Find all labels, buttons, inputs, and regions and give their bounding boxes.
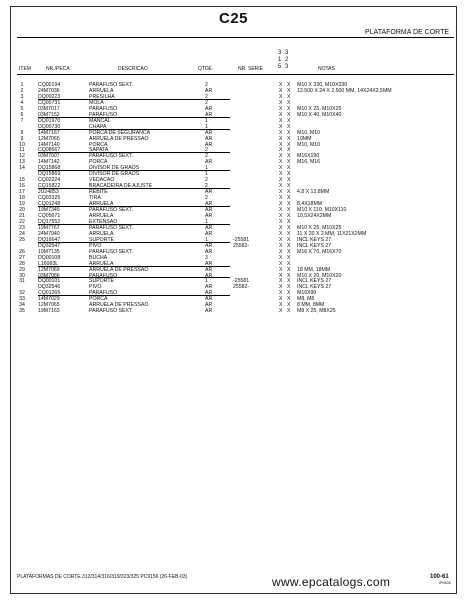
part-number: DQ32546 (38, 284, 61, 291)
part-number: CQ00731 (38, 99, 61, 106)
part-notes: INCL KEYS 27 (297, 236, 332, 243)
part-quantity: 1 (205, 117, 208, 124)
part-description: PARAFUSO SEXT. (89, 248, 134, 255)
watermark: www.epcatalogs.com (272, 575, 391, 589)
part-quantity: AR (205, 248, 213, 255)
serial-digit: 3 (278, 50, 282, 56)
part-number: CQ08667 (38, 147, 61, 154)
table-row (0, 308, 467, 314)
applicability-mark: X (287, 123, 291, 130)
part-item-number: 19 (19, 201, 25, 208)
part-item-number: 4 (20, 99, 24, 106)
part-description: ARRUELA (89, 212, 114, 219)
serial-digit: 3 (285, 50, 289, 56)
applicability-mark: X (287, 171, 291, 178)
applicability-mark: X (287, 212, 291, 219)
applicability-mark: X (279, 248, 283, 255)
part-description: PRESILHA (89, 93, 115, 100)
part-number: 19M7135 (38, 248, 60, 255)
applicability-mark: X (287, 308, 291, 315)
part-number: 19M7163 (38, 308, 60, 315)
applicability-mark: X (279, 123, 283, 130)
part-number: CQ00194 (38, 82, 61, 88)
part-quantity: AR (205, 141, 213, 148)
serial-digit: 2 (285, 57, 289, 63)
part-item-number: 6 (20, 111, 24, 118)
page-title: C25 (218, 10, 249, 27)
applicability-mark: X (279, 308, 283, 315)
applicability-mark: X (279, 290, 283, 297)
applicability-mark: X (287, 296, 291, 303)
part-item-number: 3 (20, 93, 24, 100)
part-number: 03M7007 (38, 153, 60, 160)
part-item-number: 28 (19, 260, 25, 267)
part-quantity: AR (205, 201, 213, 208)
part-description: PORCA (89, 159, 108, 166)
part-quantity: AR (205, 207, 213, 214)
column-header-item: ITEM (19, 66, 31, 72)
applicability-mark: X (287, 218, 291, 225)
part-item-number: 17 (19, 189, 25, 196)
part-number: 12M7065 (38, 302, 60, 309)
footer-catalog-info: PLATAFORMAS DE CORTE 312/314/316/319/323/325 PC9156 (26-FEB-03) (17, 574, 188, 580)
applicability-mark: X (287, 117, 291, 124)
header-divider (17, 37, 454, 38)
applicability-mark: X (287, 141, 291, 148)
part-description: PARAFUSO (89, 105, 118, 112)
part-item-number: 13 (19, 159, 25, 166)
applicability-mark: X (279, 207, 283, 214)
part-description: ARRUELA (89, 201, 114, 208)
applicability-mark: X (279, 212, 283, 219)
part-description: REBITE (89, 189, 108, 196)
applicability-mark: X (279, 129, 283, 136)
part-description: ARRUELA DE PRESSAO (89, 302, 149, 309)
part-quantity: 2 (205, 93, 208, 100)
part-item-number: 7 (20, 117, 24, 124)
part-quantity: 1 (205, 123, 208, 130)
part-notes: 4,8 X 12,8MM (297, 189, 330, 196)
part-notes: 10,5X24X2MM (297, 212, 332, 219)
part-quantity: AR (205, 290, 213, 297)
part-item-number: 26 (19, 248, 25, 255)
applicability-mark: X (287, 266, 291, 273)
applicability-mark: X (279, 230, 283, 237)
applicability-mark: X (279, 111, 283, 118)
part-item-number: 21 (19, 212, 25, 219)
part-notes: M16X190 (297, 153, 320, 160)
applicability-mark: X (279, 99, 283, 106)
part-item-number: 25 (19, 236, 25, 243)
applicability-mark: X (287, 284, 291, 291)
column-header-serial: NR. SERIE (238, 66, 264, 72)
part-quantity: AR (205, 159, 213, 166)
part-item-number: 20 (19, 207, 25, 214)
part-quantity: 3 (205, 254, 208, 261)
part-number: 12M7065 (38, 135, 60, 142)
column-header-description: DESCRICAO (118, 66, 148, 72)
part-number: CQ01265 (38, 290, 61, 297)
part-description: PARAFUSO SEXT. (89, 224, 134, 231)
part-number: 03M7017 (38, 105, 60, 112)
part-number: 19M7767 (38, 224, 60, 231)
applicability-mark: X (287, 105, 291, 112)
part-notes: M10 X 25, M10X25 (297, 224, 342, 231)
part-description: ARRUELA (89, 230, 114, 237)
part-number: DQ00223 (38, 93, 61, 100)
applicability-mark: X (287, 278, 291, 285)
part-serial-range: 25582- (233, 242, 250, 249)
applicability-mark: X (279, 135, 283, 142)
part-quantity: AR (205, 296, 213, 303)
applicability-mark: X (287, 242, 291, 249)
part-quantity: AR (205, 230, 213, 237)
page-border-bottom (10, 593, 457, 594)
part-quantity: AR (205, 260, 213, 267)
applicability-mark: X (279, 189, 283, 196)
column-header-quantity: QTDE. (198, 66, 214, 72)
part-number: 03M7086 (38, 272, 60, 279)
part-notes: M16 X 70, M16X70 (297, 248, 342, 255)
applicability-mark: X (279, 153, 283, 160)
part-number: 14M7140 (38, 141, 60, 148)
part-item-number: 2 (20, 87, 24, 94)
part-description: SUPORTE (89, 278, 114, 285)
applicability-mark: X (287, 87, 291, 94)
applicability-mark: X (287, 207, 291, 214)
part-quantity: AR (205, 308, 213, 315)
part-item-number: 16 (19, 183, 25, 190)
part-description: DIVISOR DE GRAOS (89, 171, 140, 178)
part-item-number: 31 (19, 278, 25, 285)
part-quantity: 2 (205, 99, 208, 106)
part-notes: 11 X 20 X 2 MM, 11X21X2MM (297, 230, 367, 237)
column-header-notes: NOTAS (318, 66, 335, 72)
applicability-mark: X (279, 183, 283, 190)
applicability-mark: X (279, 278, 283, 285)
part-quantity: 1 (205, 218, 208, 225)
part-description: PARAFUSO SEXT. (89, 308, 134, 315)
part-number: 19M7345 (38, 207, 60, 214)
applicability-mark: X (287, 195, 291, 202)
part-description: MANCAL (89, 117, 111, 124)
part-item-number: 32 (19, 290, 25, 297)
part-description: PARAFUSO (89, 272, 118, 279)
part-description: PARAFUSO SEXT. (89, 82, 134, 88)
part-description: PIVO (89, 284, 102, 291)
part-description: MOLA (89, 99, 104, 106)
part-quantity: AR (205, 212, 213, 219)
part-number: DQ00730 (38, 123, 61, 130)
part-quantity: 1 (205, 171, 208, 178)
applicability-mark: X (287, 153, 291, 160)
part-item-number: 33 (19, 296, 25, 303)
part-number: DQ15869 (38, 171, 61, 178)
applicability-mark: X (279, 201, 283, 208)
section-title: PLATAFORMA DE CORTE (365, 29, 450, 36)
part-description: BUCHA (89, 254, 108, 261)
part-number: 14M7167 (38, 129, 60, 136)
applicability-mark: X (279, 141, 283, 148)
page-border-top (10, 6, 457, 7)
part-description: PORCA DE SEGURANCA (89, 129, 151, 136)
applicability-mark: X (279, 266, 283, 273)
part-notes: M8 X 25, M8X25 (297, 308, 336, 315)
part-notes: M10 X 25, M10X25 (297, 105, 342, 112)
part-quantity: 2 (205, 195, 208, 202)
part-description: SAPATA (89, 147, 109, 154)
applicability-mark: X (287, 224, 291, 231)
part-quantity: AR (205, 189, 213, 196)
applicability-mark: X (287, 302, 291, 309)
part-description: PARAFUSO (89, 111, 118, 118)
applicability-mark: X (279, 296, 283, 303)
part-description: BRACADEIRA DE AJUSTE (89, 183, 153, 190)
part-quantity: 2 (205, 82, 208, 88)
applicability-mark: X (279, 82, 283, 88)
applicability-mark: X (279, 302, 283, 309)
part-quantity: AR (205, 266, 213, 273)
part-description: PARAFUSO SEXT. (89, 207, 134, 214)
part-notes: M10, M10 (297, 141, 321, 148)
applicability-mark: X (279, 177, 283, 184)
applicability-mark: X (279, 159, 283, 166)
part-description: EXTENSAO (89, 218, 118, 225)
part-number: DQ32547 (38, 242, 61, 249)
part-number: JU24853 (38, 189, 59, 196)
part-quantity: 2 (205, 177, 208, 184)
part-number: DQ01970 (38, 117, 61, 124)
serial-range-digits (278, 50, 292, 71)
applicability-mark: X (287, 236, 291, 243)
applicability-mark: X (279, 218, 283, 225)
part-quantity: AR (205, 302, 213, 309)
part-serial-range: -25581 (233, 236, 250, 243)
part-number: CQ01248 (38, 201, 61, 208)
part-quantity: AR (205, 105, 213, 112)
applicability-mark: X (279, 105, 283, 112)
serial-digit: 3 (285, 64, 289, 70)
part-serial-range: -25581 (233, 278, 250, 285)
part-notes: 18 MM, 18MM (297, 266, 331, 273)
part-notes: M16X90 (297, 290, 317, 297)
part-item-number: 30 (19, 272, 25, 279)
part-description: ARRUELA (89, 87, 114, 94)
part-item-number: 12 (19, 153, 25, 160)
applicability-mark: X (279, 242, 283, 249)
part-number: DQ17552 (38, 218, 61, 225)
part-description: PORCA (89, 141, 108, 148)
part-number: DQ15868 (38, 165, 61, 172)
part-number: DQ00108 (38, 254, 61, 261)
part-number: DQ16647 (38, 236, 61, 243)
part-item-number: 1 (20, 82, 24, 88)
part-quantity: AR (205, 224, 213, 231)
part-description: CHAPA (89, 123, 107, 130)
part-notes: INCL KEYS 27 (297, 278, 332, 285)
column-header-divider (17, 74, 454, 75)
applicability-mark: X (287, 260, 291, 267)
part-number: CQ05671 (38, 212, 61, 219)
part-quantity: 1 (205, 278, 208, 285)
part-description: SUPORTE (89, 236, 114, 243)
part-notes: M10 X 40, M10X40 (297, 111, 342, 118)
part-notes: M10 X 330, M10X330 (297, 82, 348, 88)
part-number: 24M7036 (38, 87, 60, 94)
page-code: IPN#35 (439, 581, 451, 585)
part-item-number: 5 (20, 105, 24, 112)
part-number: L16993L (38, 260, 59, 267)
part-item-number: 22 (19, 218, 25, 225)
applicability-mark: X (279, 224, 283, 231)
applicability-mark: X (287, 99, 291, 106)
part-description: TIRA (89, 195, 101, 202)
part-serial-range: 25582- (233, 284, 250, 291)
part-quantity: AR (205, 129, 213, 136)
part-notes: 13.500 X 24 X 2.500 MM, 14X24X2,5MM (297, 87, 392, 94)
part-number: 03M7152 (38, 111, 60, 118)
part-number: CQ15822 (38, 183, 61, 190)
parts-table (0, 82, 467, 314)
applicability-mark: X (287, 129, 291, 136)
part-notes: M10 X 110, M10X110 (297, 207, 347, 214)
part-item-number: 23 (19, 224, 25, 231)
applicability-mark: X (279, 236, 283, 243)
part-notes: M16, M16 (297, 159, 321, 166)
applicability-mark: X (287, 183, 291, 190)
part-description: ARRUELA DE PRESSAO (89, 135, 149, 142)
part-description: PIVO (89, 242, 102, 249)
part-quantity: AR (205, 135, 213, 142)
applicability-mark: X (287, 93, 291, 100)
part-quantity: 1 (205, 236, 208, 243)
part-number: 14M7142 (38, 159, 60, 166)
applicability-mark: X (287, 159, 291, 166)
applicability-mark: X (287, 82, 291, 88)
part-quantity: AR (205, 284, 213, 291)
applicability-mark: X (287, 135, 291, 142)
applicability-mark: X (279, 272, 283, 279)
part-item-number: 11 (19, 147, 25, 154)
serial-digit: 5 (278, 64, 282, 70)
applicability-mark: X (279, 87, 283, 94)
part-quantity: AR (205, 111, 213, 118)
part-number: DQ00101 (38, 278, 61, 285)
applicability-mark: X (287, 254, 291, 261)
part-number: 12M7069 (38, 266, 60, 273)
part-quantity: 2 (205, 183, 208, 190)
part-notes: 8 MM, 8MM (297, 302, 325, 309)
applicability-mark: X (279, 147, 283, 154)
part-item-number: 35 (19, 308, 25, 315)
part-notes: 8,4X18MM (297, 201, 323, 208)
part-notes: M10 X 20, M10X20 (297, 272, 342, 279)
applicability-mark: X (279, 254, 283, 261)
part-notes: M8, M8 (297, 296, 315, 303)
applicability-mark: X (287, 165, 291, 172)
applicability-mark: X (287, 230, 291, 237)
applicability-mark: X (279, 93, 283, 100)
applicability-mark: X (287, 248, 291, 255)
part-quantity: AR (205, 242, 213, 249)
part-item-number: 15 (19, 177, 25, 184)
column-header-part: NR./PECA (46, 66, 70, 72)
part-item-number: 34 (19, 302, 25, 309)
applicability-mark: X (279, 284, 283, 291)
applicability-mark: X (287, 111, 291, 118)
part-quantity: AR (205, 272, 213, 279)
part-quantity: AR (205, 87, 213, 94)
part-description: ARRUELA (89, 260, 114, 267)
applicability-mark: X (287, 177, 291, 184)
part-description: VEDACAO (89, 177, 115, 184)
part-item-number: 10 (19, 141, 25, 148)
part-notes: M10, M10 (297, 129, 321, 136)
applicability-mark: X (287, 290, 291, 297)
applicability-mark: X (279, 195, 283, 202)
part-notes: INCL KEYS 27 (297, 284, 332, 291)
applicability-mark: X (279, 117, 283, 124)
part-description: PARAFUSO (89, 290, 118, 297)
applicability-mark: X (279, 260, 283, 267)
part-item-number: 24 (19, 230, 25, 237)
applicability-mark: X (279, 165, 283, 172)
part-notes: 10MM (297, 135, 312, 142)
part-item-number: 8 (20, 129, 24, 136)
applicability-mark: X (287, 189, 291, 196)
part-quantity: 2 (205, 153, 208, 160)
serial-digit: 1 (278, 57, 282, 63)
part-item-number: 29 (19, 266, 25, 273)
part-item-number: 27 (19, 254, 25, 261)
part-description: DIVISOR DE GRAOS (89, 165, 140, 172)
part-description: ARRUELA DE PRESSAO (89, 266, 149, 273)
part-number: 14M7029 (38, 296, 60, 303)
part-item-number: 14 (19, 165, 25, 172)
part-number: CQ03325 (38, 195, 61, 202)
applicability-mark: X (287, 147, 291, 154)
applicability-mark: X (279, 171, 283, 178)
part-number: CQ02224 (38, 177, 61, 184)
part-quantity: 1 (205, 165, 208, 172)
part-quantity: 2 (205, 147, 208, 154)
part-number: 24M7040 (38, 230, 60, 237)
applicability-mark: X (287, 201, 291, 208)
part-description: PARAFUSO SEXT. (89, 153, 134, 160)
page-number: 100-61 (430, 574, 449, 580)
part-notes: INCL KEYS 27 (297, 242, 332, 249)
part-description: PORCA (89, 296, 108, 303)
part-item-number: 9 (20, 135, 24, 142)
part-item-number: 18 (19, 195, 25, 202)
applicability-mark: X (287, 272, 291, 279)
